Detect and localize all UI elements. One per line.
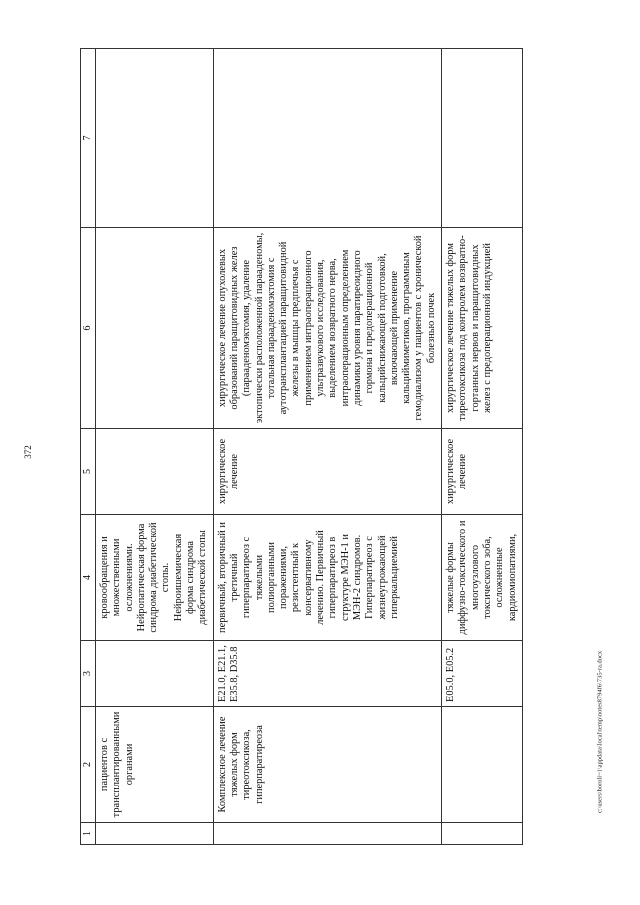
table-cell xyxy=(213,823,441,845)
table-header-row xyxy=(81,49,96,845)
table-cell: кровообращения и множественными осложнениями. Нейропатическая форма синдрома диабетической стопы. Нейроишемическая форма синдрома диабетической стопы xyxy=(96,515,214,641)
table-cell xyxy=(442,823,523,845)
table-cell: E05.0, E05.2 xyxy=(442,641,523,707)
table-cell xyxy=(442,707,523,823)
column-header: 1 xyxy=(81,823,96,845)
table-cell xyxy=(96,641,214,707)
table-cell: Комплексное лечение тяжелых форм тиреотоксикоза, гиперпаратиреоза xyxy=(213,707,441,823)
table-cell xyxy=(96,228,214,429)
table-row xyxy=(213,49,441,845)
column-header: 4 xyxy=(81,515,96,641)
table-cell: пациентов с трансплантированными органами xyxy=(96,707,214,823)
table-row xyxy=(96,49,214,845)
rotated-table-area xyxy=(80,49,590,845)
table-cell: тяжелые формы диффузно-токсического и многоузлового токсического зоба, осложненные кардиомиопатиями, xyxy=(442,515,523,641)
table-cell: E21.0, E21.1, E35.8, D35.8 xyxy=(213,641,441,707)
table-cell xyxy=(96,823,214,845)
table-cell xyxy=(442,49,523,228)
table-row xyxy=(442,49,523,845)
procedures-table xyxy=(80,48,523,845)
column-header: 3 xyxy=(81,641,96,707)
table-cell xyxy=(96,49,214,228)
table-cell: первичный, вторичный и третичный гиперпаратиреоз с тяжелыми полиорганными поражениями, резистентный к консервативному лечению. Первичный гиперпаратиреоз в структуре МЭН-1 и МЭН-2 синдромов. Гиперпаратиреоз с жизнеугрожающей гиперкальциемией xyxy=(213,515,441,641)
table-cell: хирургическое лечение xyxy=(213,429,441,515)
column-header: 6 xyxy=(81,228,96,429)
table-cell xyxy=(96,429,214,515)
table-cell xyxy=(213,49,441,228)
table-cell: хирургическое лечение опухолевых образований паращитовидных желез (парааденомэктомия, удаление эктопически расположенной парааденомы, тотальная парааденомэктомия с аутотрансплантацией паращитовидной железы в мышцы предплечья с применением интраоперационного ультразвукового исследования, выделением возвратного нерва, интраоперационным определением динамики уровня паратиреоидного гормона и предоперационной кальцийснижающей подготовкой, включающей применение кальциймиметиков, программным гемодиализом у пациентов с хронической болезнью почек xyxy=(213,228,441,429)
table-cell: хирургическое лечение тяжелых форм тиреотоксикоза под контролем возвратно-гортанных нервов и паращитовидных желез с предоперационной индукцией xyxy=(442,228,523,429)
file-path-footer: c:\users\boroli~1\appdata\local\temp\notes8794f6\735-ra.docx xyxy=(596,650,604,814)
column-header: 2 xyxy=(81,707,96,823)
column-header: 7 xyxy=(81,49,96,228)
column-header: 5 xyxy=(81,429,96,515)
page-number: 372 xyxy=(23,445,33,459)
table-cell: хирургическое лечение xyxy=(442,429,523,515)
